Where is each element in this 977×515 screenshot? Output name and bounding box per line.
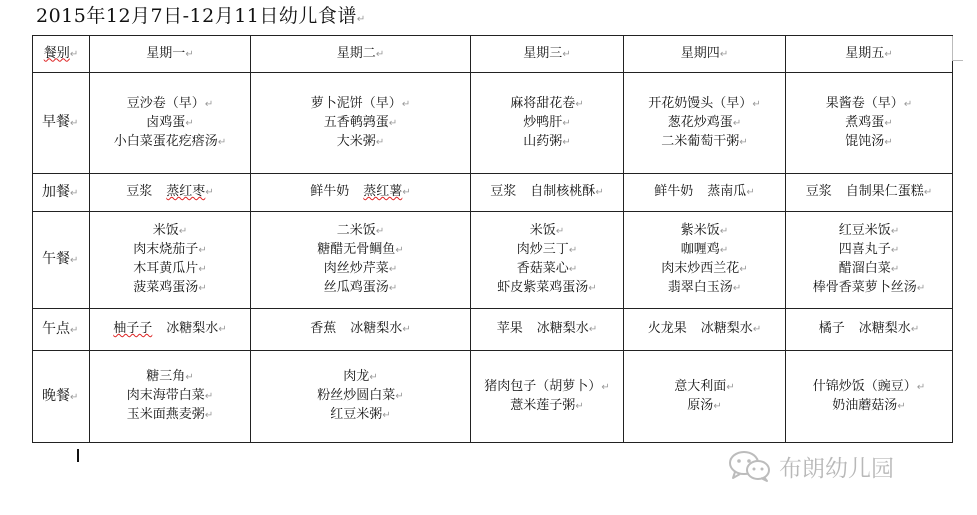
paragraph-mark-icon: ↵ — [204, 410, 214, 421]
paragraph-mark-icon: ↵ — [375, 226, 385, 237]
dish: 玉米面燕麦粥↵ — [126, 407, 214, 422]
meal-label-cell — [33, 73, 90, 174]
header-meal-label: 餐别 — [43, 45, 70, 61]
header-day-label: 星期三 — [523, 45, 563, 61]
menu-cell — [624, 351, 786, 443]
paragraph-mark-icon: ↵ — [185, 48, 194, 60]
paragraph-mark-icon: ↵ — [382, 410, 391, 421]
paragraph-mark-icon: ↵ — [70, 324, 79, 336]
dish: 肉末炒西兰花↵ — [661, 261, 748, 276]
paragraph-mark-icon: ↵ — [588, 283, 597, 294]
table-row-breakfast — [33, 73, 953, 174]
paragraph-mark-icon: ↵ — [70, 187, 79, 199]
paragraph-mark-icon: ↵ — [732, 283, 742, 294]
dish: 大米粥↵ — [336, 133, 385, 149]
dish: 猪肉包子（胡萝卜）↵ — [484, 378, 610, 394]
paragraph-mark-icon: ↵ — [388, 264, 398, 275]
dish: 粉丝炒圆白菜↵ — [317, 388, 404, 403]
dish: 卤鸡蛋↵ — [146, 114, 194, 130]
paragraph-mark-icon: ↵ — [198, 245, 207, 256]
paragraph-mark-icon: ↵ — [713, 400, 722, 412]
page-title — [36, 0, 366, 32]
menu-cell — [786, 309, 953, 351]
menu-cell — [90, 351, 251, 443]
paragraph-mark-icon: ↵ — [395, 245, 404, 256]
meal-label: 加餐 — [42, 183, 70, 200]
dish: 豆浆 — [490, 184, 517, 199]
paragraph-mark-icon: ↵ — [752, 324, 762, 335]
dish: 自制核桃酥 — [530, 184, 596, 199]
header-meal-cell — [33, 36, 90, 73]
paragraph-mark-icon: ↵ — [402, 324, 411, 335]
paragraph-mark-icon: ↵ — [356, 14, 366, 25]
dish: 火龙果 — [647, 321, 687, 336]
dish: 开花奶馒头（早）↵ — [648, 95, 761, 111]
paragraph-mark-icon: ↵ — [923, 187, 933, 198]
paragraph-mark-icon: ↵ — [568, 245, 578, 256]
dish: 木耳黄瓜片↵ — [133, 261, 207, 276]
dish: 什锦炒饭（豌豆）↵ — [812, 378, 926, 394]
header-day-label: 星期五 — [845, 45, 885, 61]
paragraph-mark-icon: ↵ — [204, 98, 214, 110]
menu-cell — [471, 309, 624, 351]
dish: 炒鸭肝↵ — [523, 114, 571, 130]
header-day-label: 星期四 — [680, 45, 720, 61]
dish: 苹果 — [496, 321, 523, 336]
wechat-logo-icon — [727, 449, 773, 483]
paragraph-mark-icon: ↵ — [402, 187, 411, 198]
meal-label-cell — [33, 351, 90, 443]
dish: 豆浆 — [126, 184, 153, 199]
paragraph-mark-icon: ↵ — [916, 381, 926, 393]
table-row-afternoon-snack — [33, 309, 953, 351]
dish: 小白菜蛋花疙瘩汤↵ — [113, 133, 227, 149]
dish: 自制果仁蛋糕 — [845, 184, 924, 199]
table-row-lunch — [33, 212, 953, 309]
header-day-cell — [471, 36, 624, 73]
paragraph-mark-icon: ↵ — [719, 226, 729, 237]
paragraph-mark-icon: ↵ — [70, 391, 79, 403]
menu-cell — [90, 309, 251, 351]
menu-cell — [251, 351, 471, 443]
menu-cell — [471, 351, 624, 443]
dish: 柚子子 — [113, 321, 153, 336]
page-title-text: 2015年12月7日-12月11日幼儿食谱 — [36, 5, 357, 27]
paragraph-mark-icon: ↵ — [739, 264, 748, 275]
dish: 蒸红薯 — [363, 184, 403, 199]
table-row-snack — [33, 174, 953, 212]
paragraph-mark-icon: ↵ — [726, 381, 735, 393]
paragraph-mark-icon: ↵ — [198, 283, 207, 294]
dish: 豆浆 — [805, 184, 832, 199]
paragraph-mark-icon: ↵ — [70, 255, 79, 266]
dish: 肉末海带白菜↵ — [126, 388, 214, 403]
paragraph-mark-icon: ↵ — [719, 48, 729, 60]
menu-cell — [624, 73, 786, 174]
dish: 鲜牛奶 — [654, 184, 694, 199]
meal-label: 早餐 — [42, 114, 70, 130]
dish: 紫米饭↵ — [680, 223, 729, 238]
dish: 肉末烧茄子↵ — [133, 242, 207, 257]
paragraph-mark-icon: ↵ — [388, 283, 398, 294]
menu-table — [32, 35, 953, 443]
meal-label: 午餐 — [42, 251, 70, 267]
dish: 肉丝炒芹菜↵ — [323, 261, 398, 276]
paragraph-mark-icon: ↵ — [890, 226, 900, 237]
menu-cell — [471, 73, 624, 174]
menu-cell — [251, 174, 471, 212]
dish: 红豆米饭↵ — [838, 223, 900, 238]
menu-cell — [251, 73, 471, 174]
header-day-label: 星期二 — [336, 45, 376, 61]
dish: 馄饨汤↵ — [845, 133, 893, 149]
dish: 橘子 — [818, 321, 845, 336]
menu-cell — [786, 351, 953, 443]
paragraph-mark-icon: ↵ — [575, 400, 584, 412]
paragraph-mark-icon: ↵ — [70, 118, 79, 129]
table-header-row — [33, 36, 953, 73]
dish: 奶油蘑菇汤↵ — [832, 397, 906, 413]
dish: 薏米莲子粥↵ — [510, 397, 584, 413]
dish: 虾皮紫菜鸡蛋汤↵ — [497, 280, 597, 295]
dish: 菠菜鸡蛋汤↵ — [133, 280, 207, 295]
paragraph-mark-icon: ↵ — [903, 98, 913, 110]
header-day-label: 星期一 — [146, 45, 186, 61]
dish: 米饭↵ — [529, 223, 565, 238]
paragraph-mark-icon: ↵ — [897, 400, 906, 412]
watermark — [727, 448, 894, 484]
dish: 葱花炒鸡蛋↵ — [667, 114, 742, 130]
menu-cell — [90, 73, 251, 174]
paragraph-mark-icon: ↵ — [732, 117, 742, 129]
paragraph-mark-icon: ↵ — [746, 187, 755, 198]
paragraph-mark-icon: ↵ — [884, 48, 893, 60]
meal-label: 晚餐 — [42, 387, 70, 404]
dish: 冰糖梨水 — [858, 321, 911, 336]
paragraph-mark-icon: ↵ — [217, 136, 227, 148]
menu-cell — [251, 212, 471, 309]
paragraph-mark-icon: ↵ — [916, 283, 926, 294]
paragraph-mark-icon: ↵ — [205, 187, 214, 198]
paragraph-mark-icon: ↵ — [884, 117, 893, 129]
paragraph-mark-icon: ↵ — [562, 136, 571, 148]
menu-cell — [471, 174, 624, 212]
dish: 翡翠白玉汤↵ — [667, 280, 742, 295]
dish: 麻将甜花卷↵ — [510, 95, 584, 111]
paragraph-mark-icon: ↵ — [562, 48, 571, 60]
paragraph-mark-icon: ↵ — [575, 98, 584, 110]
paragraph-mark-icon: ↵ — [555, 226, 565, 237]
dish: 二米葡萄干粥↵ — [661, 133, 748, 149]
dish: 棒骨香菜萝卜丝汤↵ — [812, 280, 926, 295]
watermark-text: 布朗幼儿园 — [779, 455, 894, 482]
menu-cell — [90, 212, 251, 309]
paragraph-mark-icon: ↵ — [401, 98, 411, 110]
paragraph-mark-icon: ↵ — [595, 187, 604, 198]
paragraph-mark-icon: ↵ — [884, 136, 893, 148]
paragraph-mark-icon: ↵ — [185, 372, 194, 383]
dish: 糖醋无骨鲷鱼↵ — [317, 242, 404, 257]
dish: 蒸南瓜 — [707, 184, 747, 199]
dish: 冰糖梨水 — [166, 321, 219, 336]
page-corner-mark — [952, 36, 963, 61]
paragraph-mark-icon: ↵ — [910, 324, 920, 335]
paragraph-mark-icon: ↵ — [752, 98, 761, 110]
paragraph-mark-icon: ↵ — [890, 264, 900, 275]
dish: 醋溜白菜↵ — [838, 261, 900, 276]
paragraph-mark-icon: ↵ — [739, 136, 748, 148]
header-day-cell — [624, 36, 786, 73]
dish: 山药粥↵ — [523, 133, 571, 149]
paragraph-mark-icon: ↵ — [601, 381, 610, 393]
dish: 肉龙↵ — [343, 369, 378, 384]
paragraph-mark-icon: ↵ — [388, 117, 398, 129]
menu-cell — [471, 212, 624, 309]
header-day-cell — [786, 36, 953, 73]
meal-label-cell — [33, 212, 90, 309]
dish: 冰糖梨水 — [350, 321, 403, 336]
dish: 煮鸡蛋↵ — [845, 114, 893, 130]
paragraph-mark-icon: ↵ — [198, 264, 207, 275]
paragraph-mark-icon: ↵ — [562, 117, 571, 129]
menu-cell — [786, 212, 953, 309]
paragraph-mark-icon: ↵ — [719, 245, 729, 256]
dish: 米饭↵ — [152, 223, 188, 238]
dish: 咖喱鸡↵ — [680, 242, 729, 257]
paragraph-mark-icon: ↵ — [69, 48, 79, 60]
dish: 红豆米粥↵ — [330, 407, 391, 422]
dish: 四喜丸子↵ — [838, 242, 900, 257]
paragraph-mark-icon: ↵ — [204, 391, 214, 402]
menu-cell — [786, 73, 953, 174]
paragraph-mark-icon: ↵ — [375, 48, 385, 60]
menu-cell — [251, 309, 471, 351]
dish: 香蕉 — [310, 321, 337, 336]
menu-cell — [786, 174, 953, 212]
header-day-cell — [90, 36, 251, 73]
paragraph-mark-icon: ↵ — [395, 391, 404, 402]
dish: 果酱卷（早）↵ — [825, 95, 913, 111]
meal-label: 午点 — [42, 320, 70, 337]
dish: 豆沙卷（早）↵ — [126, 95, 214, 111]
dish: 冰糖梨水 — [536, 321, 589, 336]
menu-cell — [624, 212, 786, 309]
paragraph-mark-icon: ↵ — [178, 226, 188, 237]
paragraph-mark-icon: ↵ — [218, 324, 227, 335]
dish: 蒸红枣 — [166, 184, 206, 199]
paragraph-mark-icon: ↵ — [890, 245, 900, 256]
menu-cell — [90, 174, 251, 212]
dish: 五香鹌鹑蛋↵ — [323, 114, 398, 130]
dish: 丝瓜鸡蛋汤↵ — [323, 280, 398, 295]
paragraph-mark-icon: ↵ — [369, 372, 378, 383]
dish: 糖三角↵ — [146, 369, 194, 384]
dish: 鲜牛奶 — [310, 184, 350, 199]
menu-cell — [624, 174, 786, 212]
dish: 肉炒三丁↵ — [516, 242, 578, 257]
meal-label-cell — [33, 309, 90, 351]
paragraph-mark-icon: ↵ — [588, 324, 598, 335]
menu-cell — [624, 309, 786, 351]
meal-label-cell — [33, 174, 90, 212]
paragraph-mark-icon: ↵ — [375, 136, 385, 148]
dish: 二米饭↵ — [336, 223, 385, 238]
dish: 香菇菜心↵ — [516, 261, 578, 276]
dish: 原汤↵ — [687, 397, 722, 413]
text-cursor[interactable] — [77, 449, 79, 462]
paragraph-mark-icon: ↵ — [568, 264, 578, 275]
dish: 萝卜泥饼（早）↵ — [310, 95, 411, 111]
header-day-cell — [251, 36, 471, 73]
dish: 冰糖梨水 — [700, 321, 753, 336]
dish: 意大利面↵ — [674, 378, 735, 394]
table-row-dinner — [33, 351, 953, 443]
paragraph-mark-icon: ↵ — [185, 117, 194, 129]
